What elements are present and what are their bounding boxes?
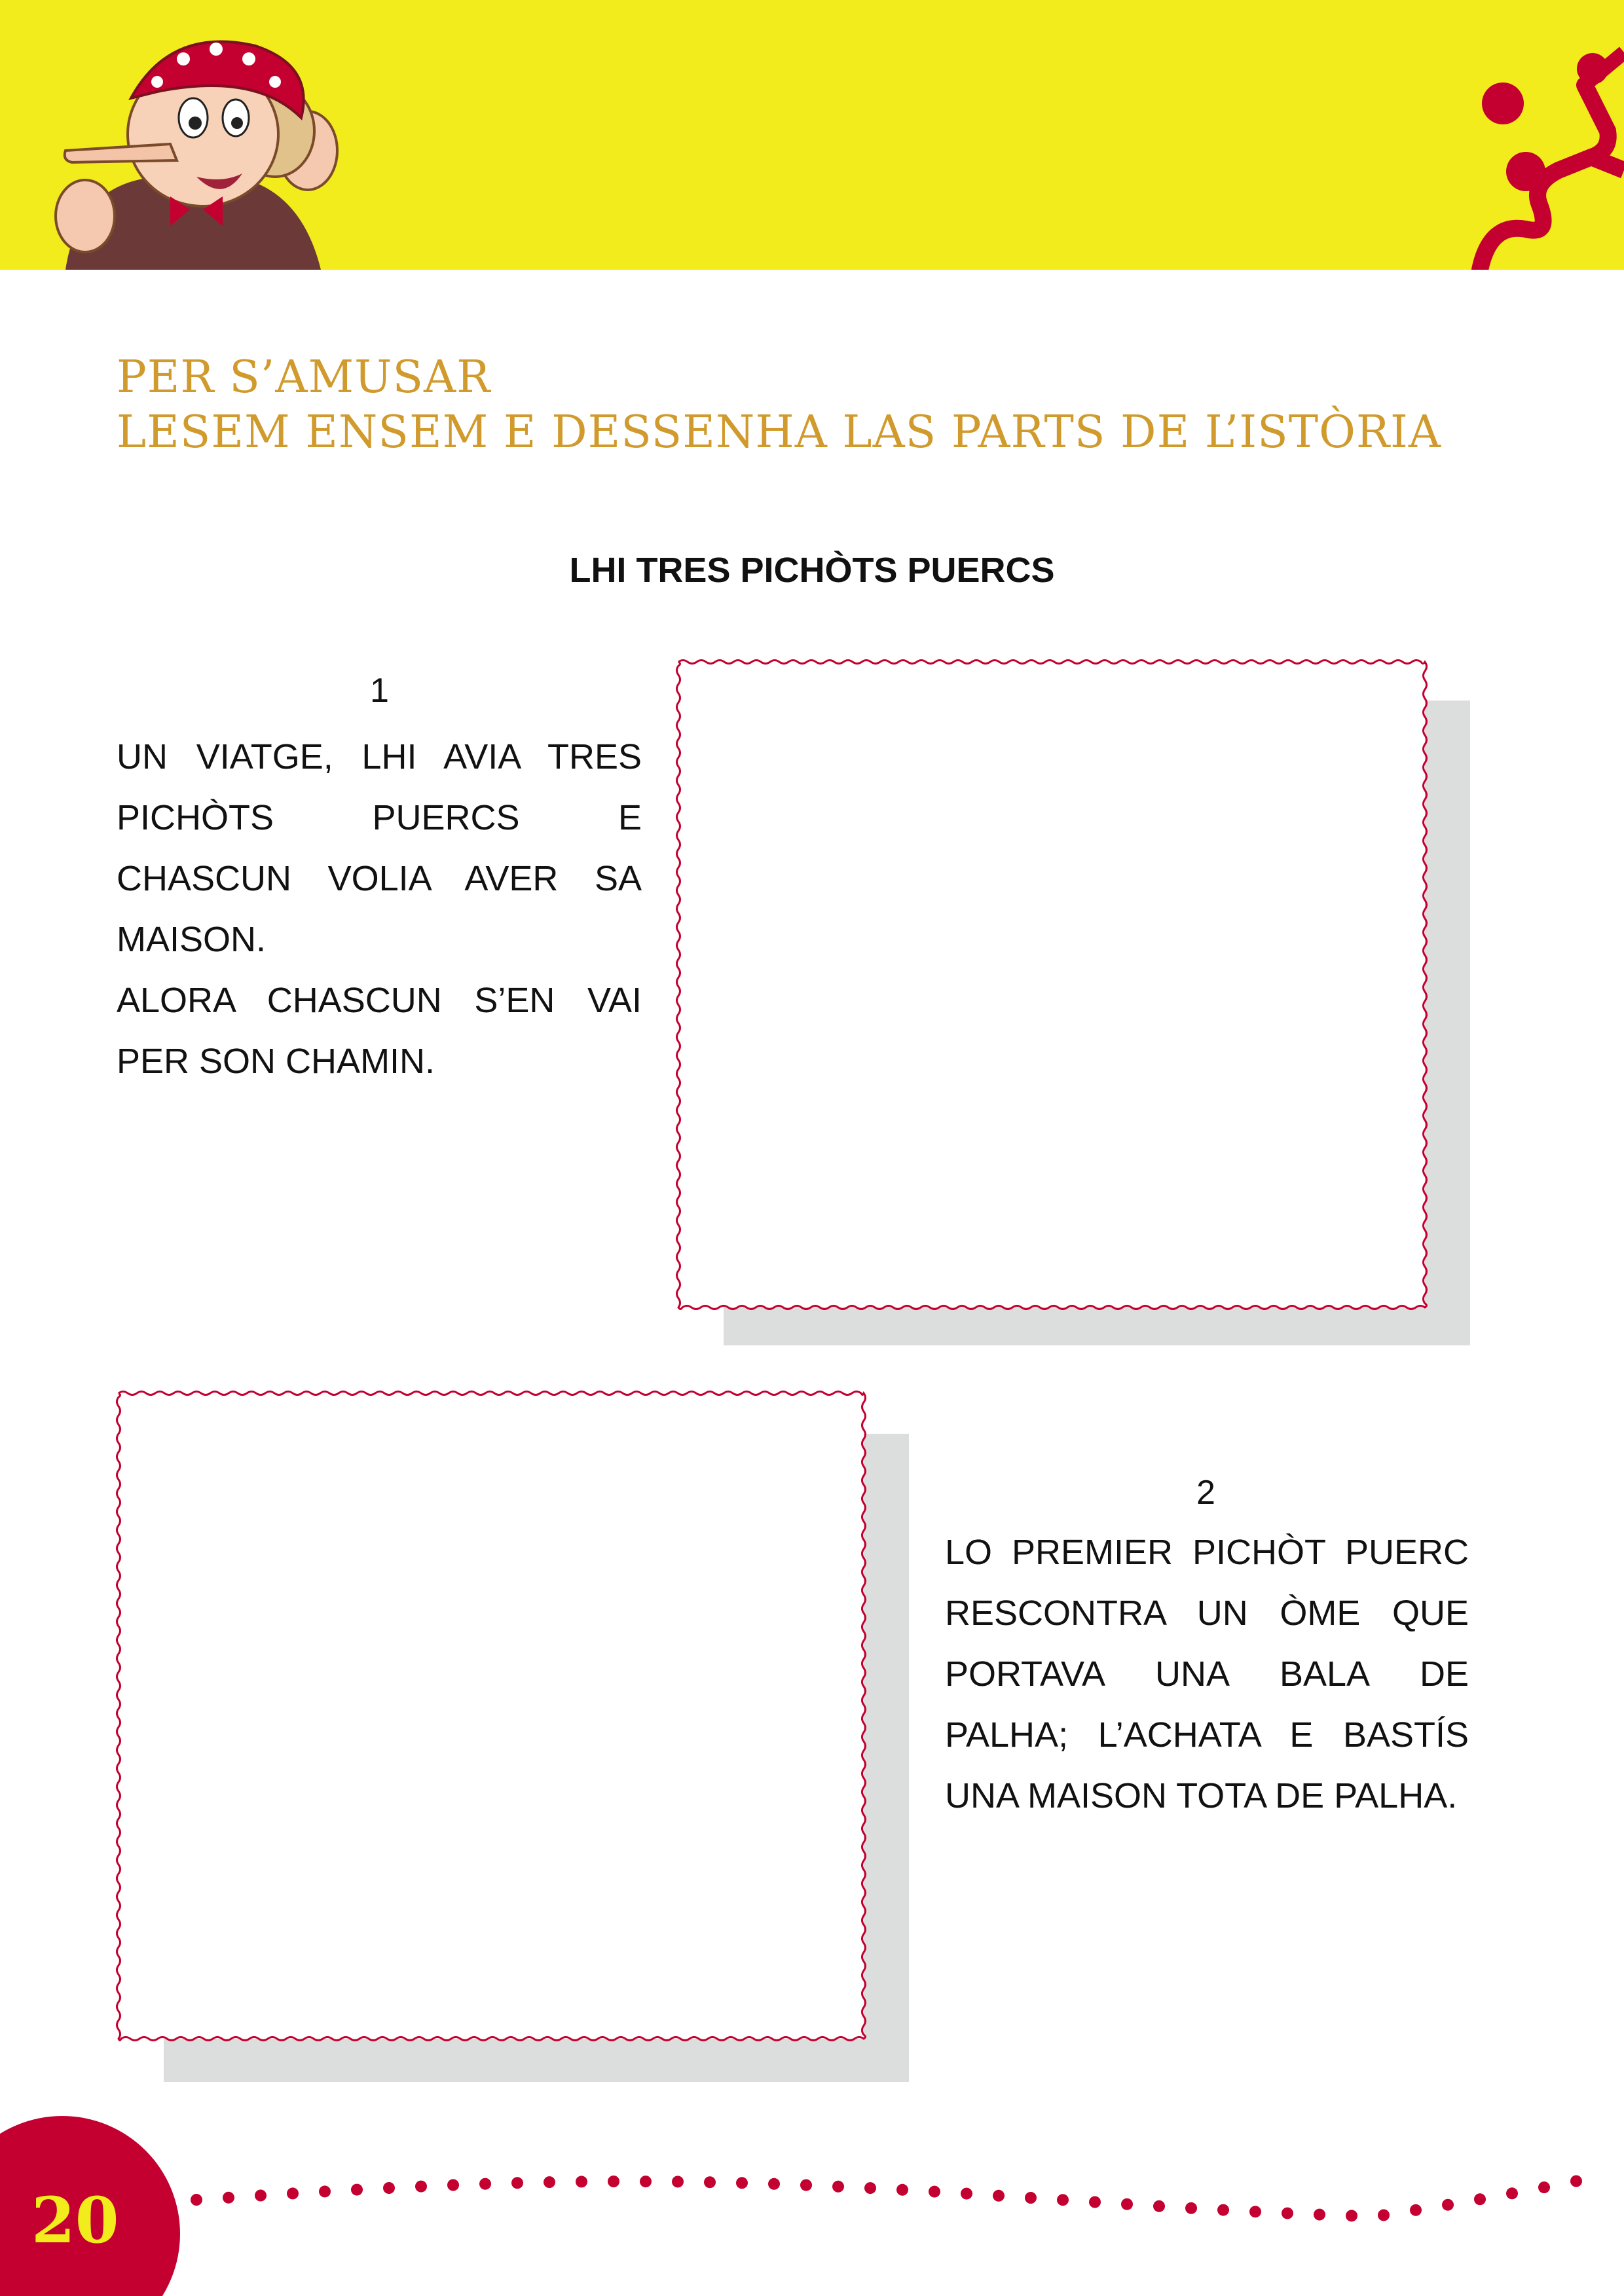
footer-dot bbox=[864, 2182, 876, 2194]
footer-dot bbox=[1314, 2209, 1325, 2221]
heading-line-1: PER S’AMUSAR bbox=[117, 352, 491, 403]
footer-dot bbox=[1057, 2194, 1069, 2206]
footer-dot bbox=[1282, 2208, 1293, 2219]
footer-dot bbox=[672, 2176, 684, 2187]
footer-dot bbox=[704, 2176, 716, 2188]
heading-line-2: LESEM ENSEM E DESSENHA LAS PARTS DE L’ISTÒRIA bbox=[117, 407, 1442, 458]
part-2-number: 2 bbox=[1196, 1474, 1215, 1512]
footer-dot bbox=[800, 2179, 812, 2191]
footer-dot bbox=[1121, 2198, 1133, 2210]
footer-dot bbox=[383, 2182, 395, 2194]
footer-dot bbox=[1089, 2196, 1101, 2208]
footer-dot bbox=[961, 2188, 972, 2200]
drawing-box-2[interactable] bbox=[115, 1389, 868, 2043]
footer-dot bbox=[896, 2184, 908, 2196]
footer-dot bbox=[1346, 2210, 1357, 2221]
footer-dot bbox=[1378, 2210, 1390, 2221]
footer-dot bbox=[191, 2194, 202, 2206]
footer-dot bbox=[479, 2178, 491, 2190]
footer-dot bbox=[929, 2186, 940, 2198]
footer-dot bbox=[511, 2177, 523, 2189]
top-banner bbox=[0, 0, 1624, 270]
footer-decoration bbox=[0, 2082, 1624, 2296]
footer-dot bbox=[832, 2181, 844, 2193]
part-1-line: ALORA CHASCUN S’EN VAI PER SON CHAMIN. bbox=[117, 981, 642, 1081]
footer-dot bbox=[1185, 2202, 1197, 2214]
footer-dot bbox=[1506, 2187, 1518, 2199]
footer-dot bbox=[608, 2176, 619, 2187]
footer-dot bbox=[287, 2187, 299, 2199]
story-title: LHI TRES PICHÒTS PUERCS bbox=[569, 551, 1055, 590]
page-number: 20 bbox=[31, 2183, 119, 2257]
part-1-line: UN VIATGE, LHI AVIA TRES PICHÒTS PUERCS E CHASCUN VOLIA AVER SA MAISON. bbox=[117, 737, 642, 959]
footer-dot bbox=[544, 2176, 555, 2188]
footer-dot bbox=[1474, 2193, 1486, 2205]
footer-dot bbox=[415, 2181, 427, 2193]
mascot-character-illustration bbox=[39, 20, 354, 270]
footer-dot bbox=[1025, 2192, 1037, 2204]
footer-dot bbox=[1153, 2200, 1165, 2212]
section-heading bbox=[117, 350, 1441, 460]
part-1-number: 1 bbox=[370, 672, 389, 710]
footer-dot bbox=[1538, 2181, 1550, 2193]
footer-dot bbox=[1217, 2204, 1229, 2216]
footer-dot bbox=[736, 2177, 748, 2189]
footer-dot bbox=[255, 2190, 267, 2202]
footer-dot bbox=[447, 2179, 459, 2191]
footer-dot bbox=[223, 2192, 234, 2204]
footer-dot bbox=[1442, 2199, 1454, 2211]
footer-dot bbox=[1410, 2204, 1422, 2216]
footer-dot bbox=[351, 2184, 363, 2196]
part-1-text bbox=[117, 727, 642, 1092]
footer-dot bbox=[640, 2176, 652, 2187]
part-2-text bbox=[945, 1522, 1469, 1827]
footer-dot bbox=[768, 2178, 780, 2190]
part-2-line: LO PREMIER PICHÒT PUERC RESCONTRA UN ÒME QUE PORTAVA UNA BALA DE PALHA; L’ACHATA E BASTÍS UNA MAISON TOTA DE PALHA. bbox=[945, 1533, 1469, 1815]
footer-dot bbox=[576, 2176, 587, 2187]
footer-dot bbox=[993, 2190, 1005, 2202]
decorative-red-swirl-icon bbox=[1349, 0, 1624, 270]
footer-dot bbox=[1249, 2206, 1261, 2217]
drawing-box-1[interactable] bbox=[674, 658, 1429, 1311]
footer-dot bbox=[1570, 2176, 1582, 2187]
footer-dot bbox=[319, 2185, 331, 2197]
